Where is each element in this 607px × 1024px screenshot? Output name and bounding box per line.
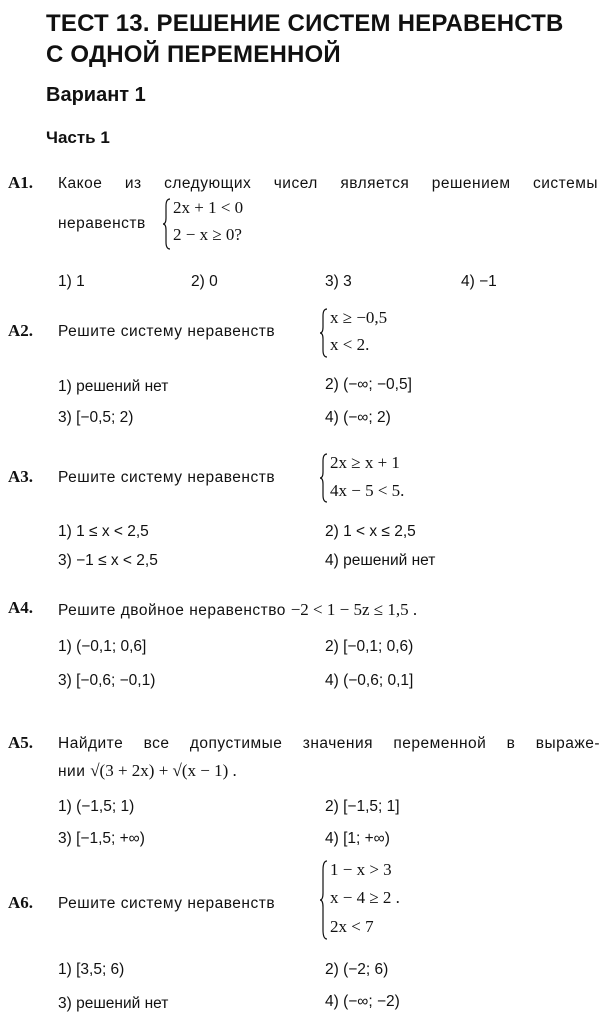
answer-option: 4) (−∞; −2) — [325, 993, 400, 1010]
part-heading: Часть 1 — [46, 128, 110, 147]
brace-icon — [320, 860, 328, 940]
system-line: 1 − x > 3 — [330, 860, 392, 879]
system-line: 2 − x ≥ 0? — [173, 225, 242, 244]
answer-option: 1) (−1,5; 1) — [58, 798, 135, 815]
answer-option: 1) 1 — [58, 273, 85, 290]
answer-option: 2) [−0,1; 0,6) — [325, 638, 414, 655]
title-line-2: С ОДНОЙ ПЕРЕМЕННОЙ — [46, 41, 341, 68]
system-line: x − 4 ≥ 2 . — [330, 888, 400, 907]
answer-option: 4) (−∞; 2) — [325, 409, 391, 426]
answer-option: 1) 1 ≤ x < 2,5 — [58, 523, 149, 540]
answer-option: 3) 3 — [325, 273, 352, 290]
question-text — [58, 600, 417, 620]
brace-icon — [320, 453, 328, 503]
answer-option: 1) решений нет — [58, 378, 169, 395]
page-title — [46, 8, 601, 70]
math-expression: −2 < 1 − 5z ≤ 1,5 . — [290, 600, 418, 619]
system-line: x ≥ −0,5 — [330, 308, 388, 327]
question-label: А5. — [8, 733, 34, 752]
question-label: А2. — [8, 321, 34, 340]
question-label: А6. — [8, 893, 34, 912]
question-text: Найдите все допустимые значения переменной в выраже- — [58, 735, 600, 752]
answer-option: 3) [−0,5; 2) — [58, 409, 134, 426]
system-line: 2x < 7 — [330, 917, 374, 936]
system-line: 2x + 1 < 0 — [173, 198, 244, 217]
answer-option: 3) [−0,6; −0,1) — [58, 672, 156, 689]
answer-option: 1) [3,5; 6) — [58, 961, 125, 978]
question-text-cont — [58, 761, 237, 781]
answer-option: 3) [−1,5; +∞) — [58, 830, 145, 847]
answer-option: 4) −1 — [461, 273, 497, 290]
brace-icon — [320, 308, 328, 358]
answer-option: 2) [−1,5; 1] — [325, 798, 400, 815]
math-expression: √(3 + 2x) + √(x − 1) . — [90, 761, 237, 780]
answer-option: 1) (−0,1; 0,6] — [58, 638, 147, 655]
question-text-cont: неравенств — [58, 215, 146, 232]
question-text-main: нии — [58, 763, 86, 780]
question-label: А4. — [8, 598, 34, 617]
answer-option: 2) 0 — [191, 273, 218, 290]
answer-option: 4) (−0,6; 0,1] — [325, 672, 414, 689]
system-line: x < 2. — [330, 335, 370, 354]
question-text: Решите систему неравенств — [58, 895, 276, 912]
answer-option: 4) решений нет — [325, 552, 436, 569]
system-line: 4x − 5 < 5. — [330, 481, 405, 500]
inequality-system — [163, 198, 283, 250]
variant-heading: Вариант 1 — [46, 84, 146, 106]
brace-icon — [163, 198, 171, 250]
inequality-system — [320, 453, 440, 503]
title-line-1: ТЕСТ 13. РЕШЕНИЕ СИСТЕМ НЕРАВЕНСТВ — [46, 10, 564, 37]
answer-option: 3) −1 ≤ x < 2,5 — [58, 552, 158, 569]
answer-option: 2) (−2; 6) — [325, 961, 389, 978]
question-text: Решите систему неравенств — [58, 323, 276, 340]
inequality-system — [320, 860, 430, 940]
question-text: Какое из следующих чисел является решением системы — [58, 175, 598, 192]
system-line: 2x ≥ x + 1 — [330, 453, 400, 472]
question-text-main: Решите двойное неравенство — [58, 602, 286, 619]
question-label: А1. — [8, 173, 34, 192]
answer-option: 2) (−∞; −0,5] — [325, 376, 412, 393]
question-text: Решите систему неравенств — [58, 469, 276, 486]
inequality-system — [320, 308, 420, 358]
question-label: А3. — [8, 467, 34, 486]
answer-option: 2) 1 < x ≤ 2,5 — [325, 523, 416, 540]
answer-option: 4) [1; +∞) — [325, 830, 390, 847]
answer-option: 3) решений нет — [58, 995, 169, 1012]
